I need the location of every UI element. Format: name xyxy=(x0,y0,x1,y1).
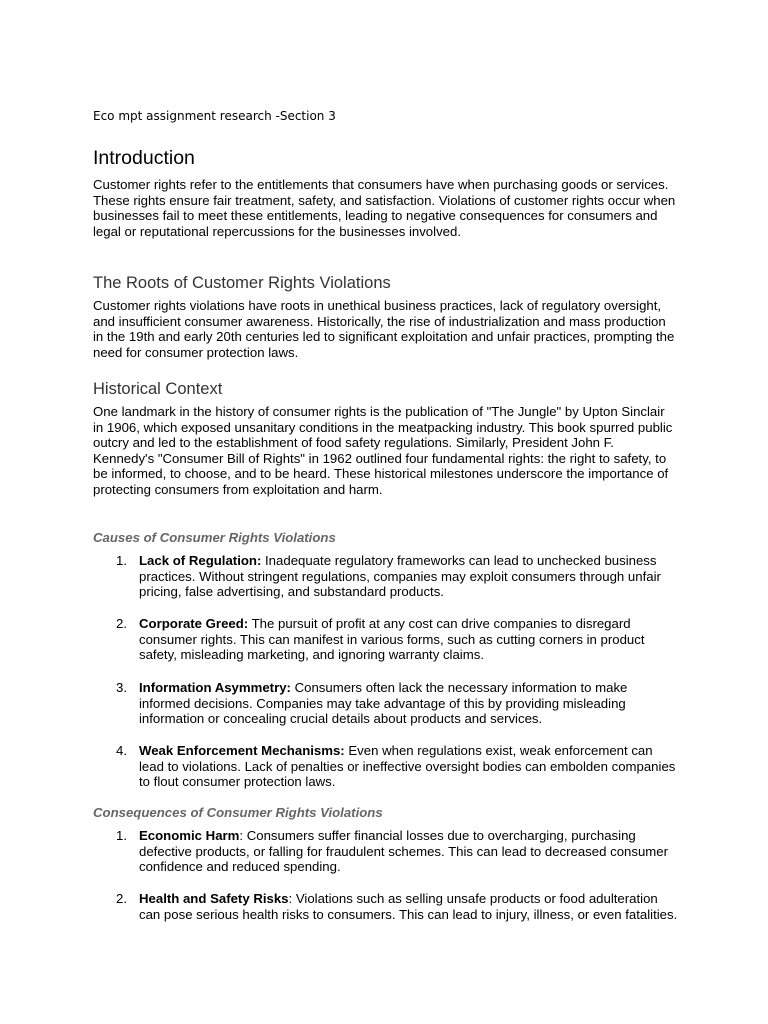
list-text: The pursuit of profit at any cost can drive companies to disregard consumer rights. This can manifest in various forms, such as cutting corners in product safety, misleading marketing, and ignoring warranty claims. xyxy=(139,616,645,663)
list-term: Health and Safety Risks xyxy=(139,891,289,906)
list-text: : Consumers suffer financial losses due to overcharging, purchasing defective products, or falling for fraudulent schemes. This can lead to decreased consumer confidence and reduced spending. xyxy=(139,828,669,875)
list-text: : Violations such as selling unsafe products or food adulteration can pose serious health risks to consumers. This can lead to injury, illness, or even fatalities. xyxy=(139,891,678,922)
introduction-heading: Introduction xyxy=(93,147,195,169)
list-number: 3. xyxy=(116,680,127,695)
document-title: Eco mpt assignment research -Section 3 xyxy=(93,109,336,123)
historical-context-paragraph: One landmark in the history of consumer rights is the publication of "The Jungle" by Upton Sinclair in 1906, which exposed unsanitary conditions in the meatpacking industry. This book spurred public outcry and led to the establishment of food safety regulations. Similarly, President John F. Kennedy's "Consumer Bill of Rights" in 1962 outlined four fundamental rights: the right to safety, to be informed, to choose, and to be heard. These historical milestones underscore the importance of protecting consumers from exploitation and harm. xyxy=(93,404,673,497)
list-term: Information Asymmetry: xyxy=(139,680,291,695)
historical-context-heading: Historical Context xyxy=(93,380,223,398)
causes-heading: Causes of Consumer Rights Violations xyxy=(93,530,336,545)
list-text: Consumers often lack the necessary information to make informed decisions. Companies may take advantage of this by providing misleading information or concealing crucial details about products and services. xyxy=(139,680,628,727)
list-number: 1. xyxy=(116,828,127,843)
introduction-paragraph: Customer rights refer to the entitlements that consumers have when purchasing goods or services. These rights ensure fair treatment, safety, and satisfaction. Violations of customer rights occur when businesses fail to meet these entitlements, leading to negative consequences for consumers and legal or reputational repercussions for the businesses involved. xyxy=(93,177,676,239)
roots-paragraph: Customer rights violations have roots in unethical business practices, lack of regulatory oversight, and insufficient consumer awareness. Historically, the rise of industrialization and mass production in the 19th and early 20th centuries led to significant exploitation and unfair practices, prompting the need for consumer protection laws. xyxy=(93,298,675,360)
list-text: Even when regulations exist, weak enforcement can lead to violations. Lack of penalties or ineffective oversight bodies can embolden companies to flout consumer protection laws. xyxy=(139,743,676,790)
list-term: Lack of Regulation: xyxy=(139,553,262,568)
list-text: Inadequate regulatory frameworks can lead to unchecked business practices. Without stringent regulations, companies may exploit consumers through unfair pricing, false advertising, and substandard products. xyxy=(139,553,661,600)
list-term: Corporate Greed: xyxy=(139,616,249,631)
consequences-heading: Consequences of Consumer Rights Violations xyxy=(93,805,383,820)
list-number: 2. xyxy=(116,616,127,631)
list-term: Economic Harm xyxy=(139,828,240,843)
list-number: 1. xyxy=(116,553,127,568)
list-term: Weak Enforcement Mechanisms: xyxy=(139,743,345,758)
roots-heading: The Roots of Customer Rights Violations xyxy=(93,274,391,292)
list-number: 2. xyxy=(116,891,127,906)
list-number: 4. xyxy=(116,743,127,758)
